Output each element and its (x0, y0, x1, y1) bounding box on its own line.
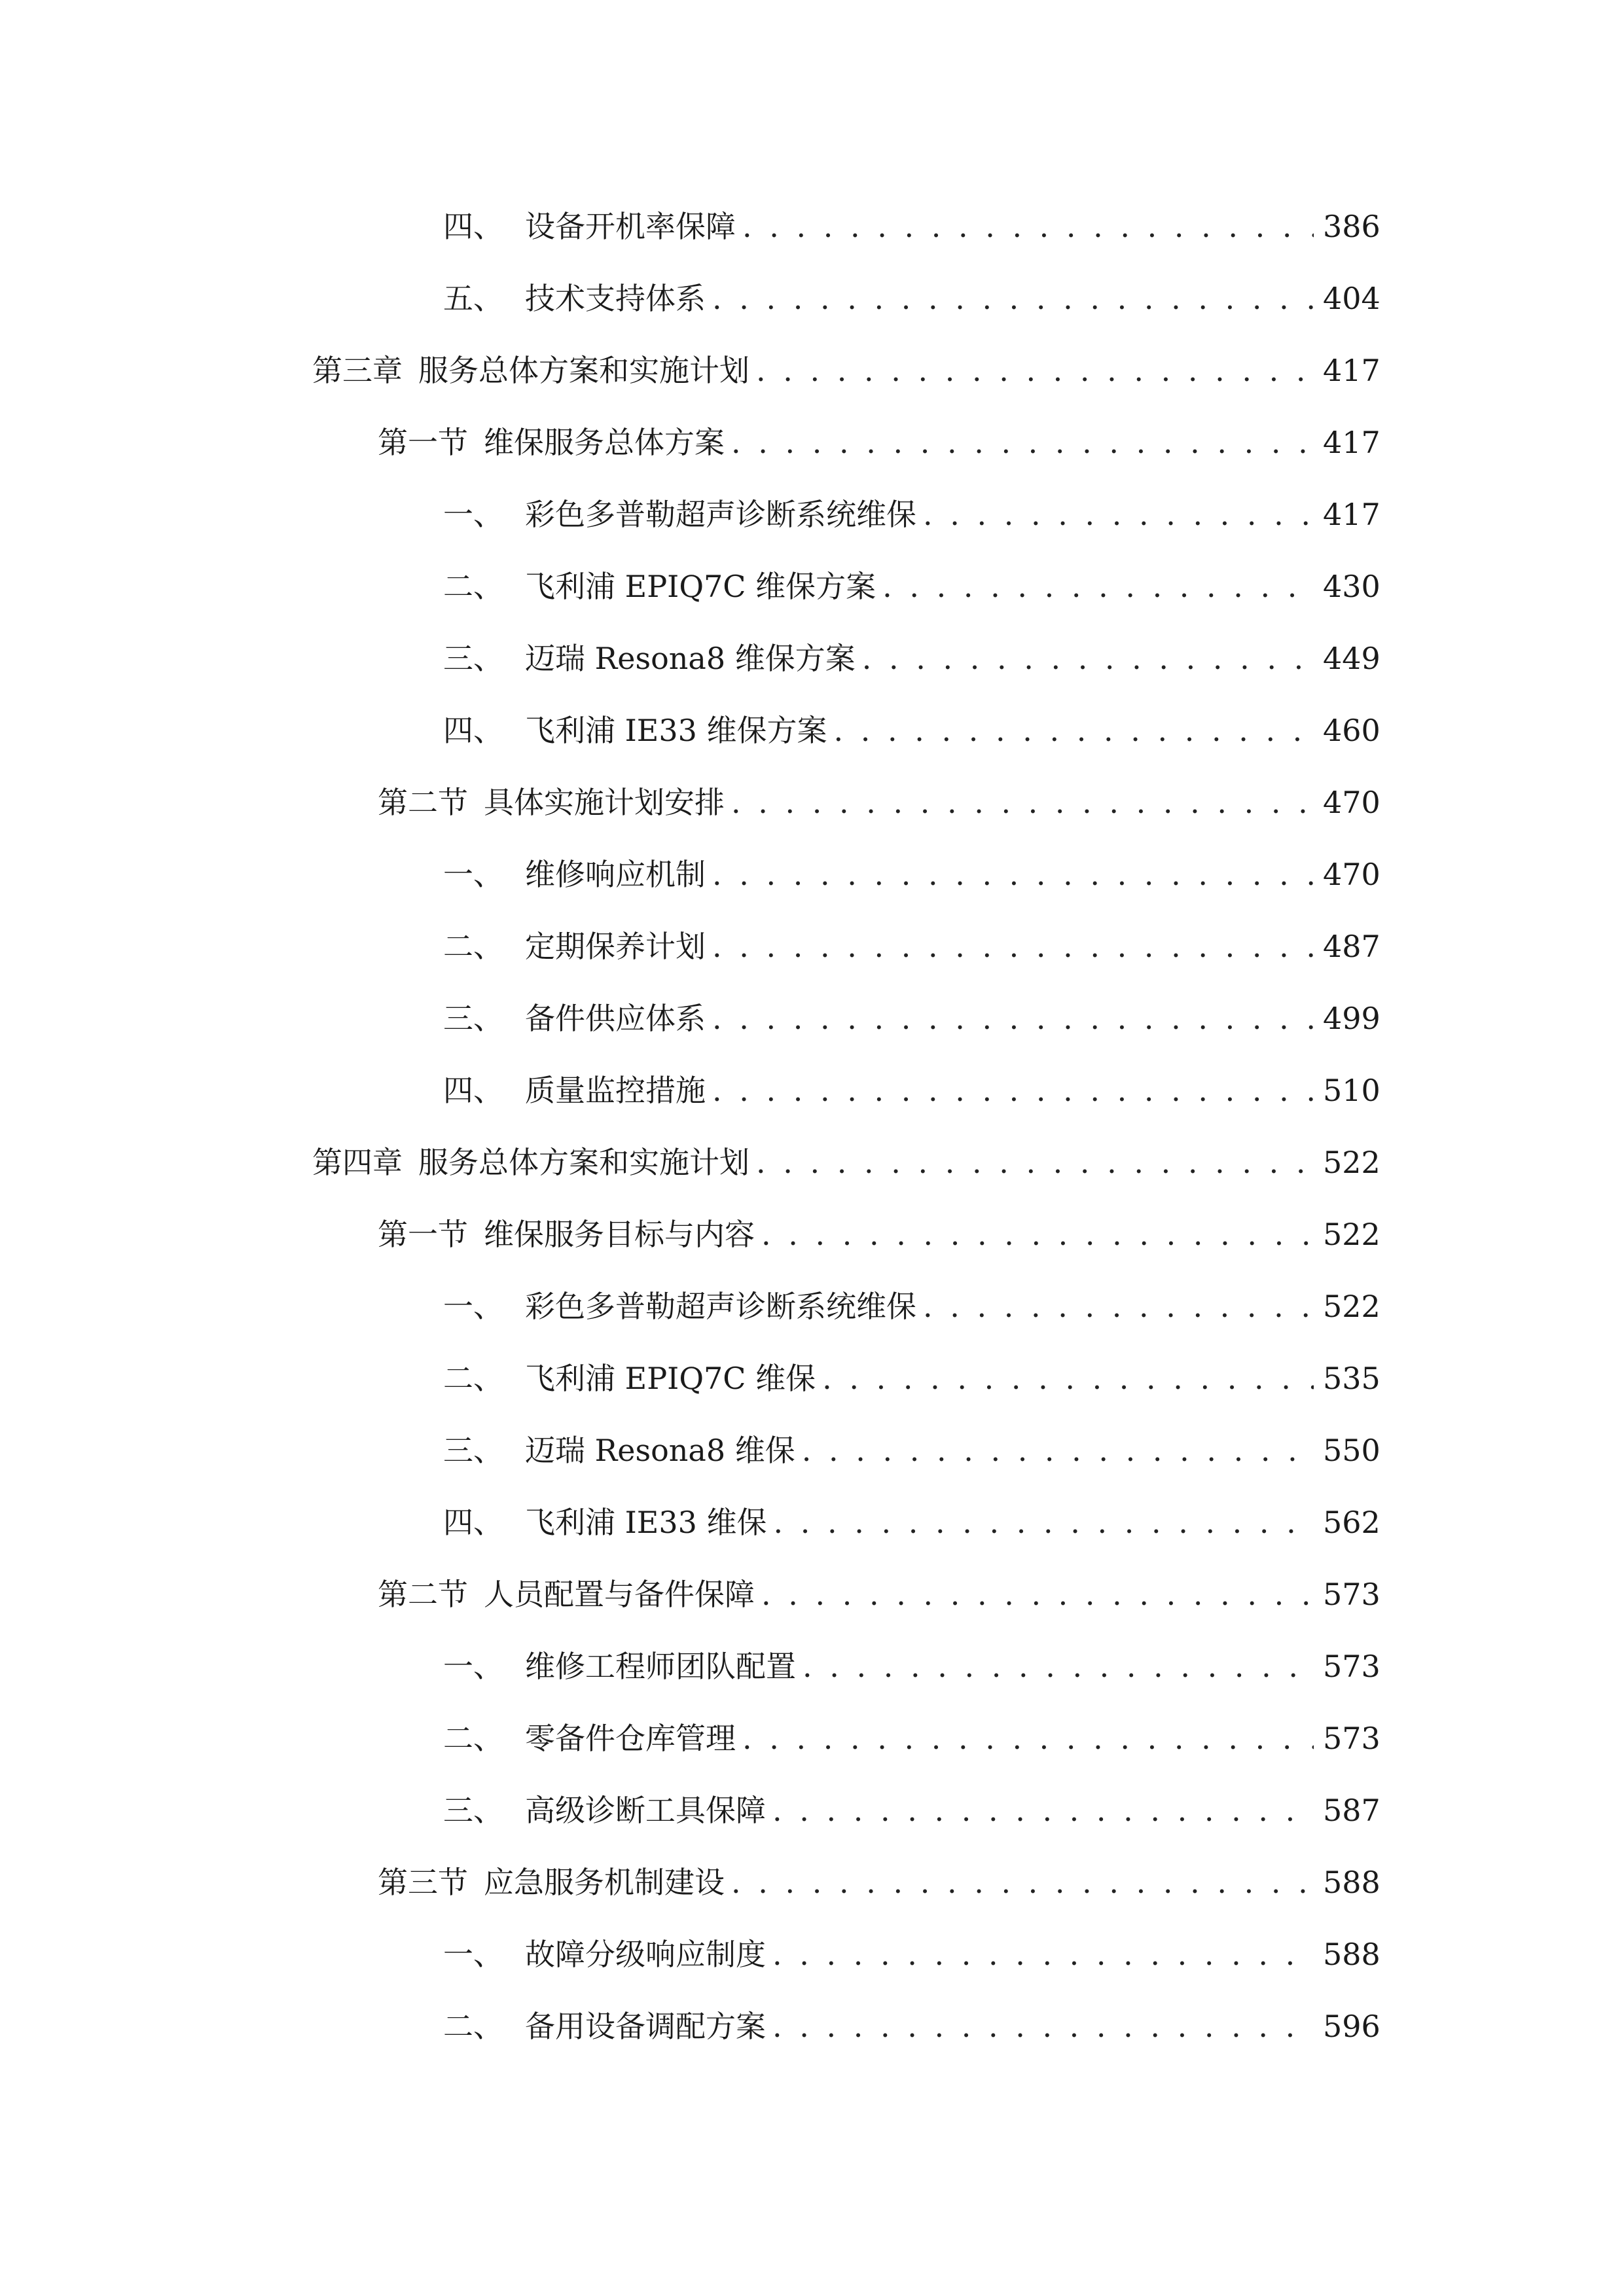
toc-entry-title: 设备开机率保障 (525, 209, 736, 244)
toc-page-number: 535 (1323, 1361, 1380, 1396)
toc-dot-leader (712, 1054, 1314, 1126)
toc-entry-label (443, 1702, 736, 1774)
toc-entry-label (443, 1486, 767, 1558)
toc-entry-number: 一、 (443, 857, 503, 892)
toc-page-number: 596 (1323, 2009, 1380, 2044)
toc-dot-leader (772, 1918, 1314, 1990)
toc-page-number: 573 (1323, 1649, 1380, 1684)
toc-entry-label (443, 1270, 916, 1342)
toc-entry-number: 第一节 (378, 1217, 468, 1252)
toc-entry-title: 定期保养计划 (525, 929, 706, 964)
toc-entry-label (443, 550, 876, 622)
toc-dot-leader (834, 694, 1314, 766)
toc-entry-label (443, 622, 856, 694)
toc-entry-label (443, 1054, 706, 1126)
toc-entry-label (443, 1918, 766, 1990)
toc-entry-label (378, 406, 725, 478)
toc-entry[interactable] (0, 190, 1624, 262)
toc-dot-leader (756, 334, 1314, 406)
toc-entry-label (443, 478, 916, 550)
toc-entry-label (443, 982, 706, 1054)
toc-page-number: 487 (1323, 929, 1380, 964)
toc-entry-label (378, 1846, 725, 1918)
toc-entry-title: 具体实施计划安排 (484, 785, 725, 820)
toc-entry-label (443, 1414, 795, 1486)
toc-page-number: 470 (1323, 785, 1380, 820)
toc-entry[interactable] (0, 262, 1624, 334)
toc-page-number: 588 (1323, 1937, 1380, 1972)
toc-entry-label (443, 694, 827, 766)
toc-entry-number: 一、 (443, 1289, 503, 1324)
toc-dot-leader (761, 1198, 1314, 1270)
toc-page-number: 449 (1323, 641, 1380, 676)
toc-entry-title: 技术支持体系 (525, 281, 706, 316)
toc-entry[interactable] (0, 766, 1624, 838)
toc-entry-number: 二、 (443, 1361, 503, 1396)
toc-entry-label (443, 910, 706, 982)
toc-dot-leader (772, 1774, 1314, 1846)
toc-entry[interactable] (0, 1630, 1624, 1702)
toc-entry-label (378, 766, 725, 838)
toc-dot-leader (862, 622, 1314, 694)
toc-entry-title: 彩色多普勒超声诊断系统维保 (525, 497, 916, 532)
toc-entry-title: 飞利浦 IE33 维保 (525, 1505, 767, 1540)
toc-entry[interactable] (0, 1702, 1624, 1774)
toc-entry[interactable] (0, 1774, 1624, 1846)
toc-page-number: 573 (1323, 1577, 1380, 1612)
toc-entry-title: 维保服务总体方案 (484, 425, 725, 460)
toc-entry-label (443, 1630, 796, 1702)
toc-entry[interactable] (0, 982, 1624, 1054)
toc-entry-number: 二、 (443, 569, 503, 604)
toc-page-number: 460 (1323, 713, 1380, 748)
toc-entry-title: 维保服务目标与内容 (484, 1217, 755, 1252)
toc-entry-number: 三、 (443, 1001, 503, 1036)
toc-entry-label (378, 1558, 755, 1630)
toc-page-number: 522 (1323, 1217, 1380, 1252)
toc-entry[interactable] (0, 1198, 1624, 1270)
toc-entry-label (312, 334, 749, 406)
toc-dot-leader (756, 1126, 1314, 1198)
toc-entry[interactable] (0, 1558, 1624, 1630)
table-of-contents (0, 190, 1624, 2062)
toc-page-number: 588 (1323, 1865, 1380, 1900)
toc-entry[interactable] (0, 838, 1624, 910)
toc-page-number: 573 (1323, 1721, 1380, 1756)
toc-page-number: 417 (1323, 497, 1380, 532)
toc-page-number: 417 (1323, 353, 1380, 388)
toc-dot-leader (731, 406, 1314, 478)
toc-dot-leader (822, 1342, 1314, 1414)
toc-entry[interactable] (0, 1342, 1624, 1414)
toc-entry-number: 三、 (443, 641, 503, 676)
toc-entry-number: 第三章 (312, 353, 403, 388)
toc-entry-title: 高级诊断工具保障 (525, 1793, 766, 1828)
toc-page-number: 510 (1323, 1073, 1380, 1108)
toc-entry-title: 应急服务机制建设 (484, 1865, 725, 1900)
toc-entry-title: 迈瑞 Resona8 维保 (525, 1433, 795, 1468)
toc-dot-leader (802, 1414, 1314, 1486)
toc-dot-leader (803, 1630, 1314, 1702)
toc-entry-title: 飞利浦 EPIQ7C 维保 (525, 1361, 816, 1396)
toc-page-number: 522 (1323, 1145, 1380, 1180)
toc-entry-label (312, 1126, 749, 1198)
toc-entry-title: 质量监控措施 (525, 1073, 706, 1108)
toc-entry-title: 备用设备调配方案 (525, 2009, 766, 2044)
toc-entry-number: 五、 (443, 281, 503, 316)
toc-entry[interactable] (0, 550, 1624, 622)
toc-entry-label (443, 1990, 766, 2062)
toc-entry-label (443, 1774, 766, 1846)
toc-entry-number: 二、 (443, 2009, 503, 2044)
toc-entry-label (443, 838, 706, 910)
toc-dot-leader (772, 1990, 1314, 2062)
toc-entry-title: 零备件仓库管理 (525, 1721, 736, 1756)
toc-entry[interactable] (0, 694, 1624, 766)
toc-entry[interactable] (0, 334, 1624, 406)
toc-page-number: 522 (1323, 1289, 1380, 1324)
toc-page-number: 470 (1323, 857, 1380, 892)
toc-entry-number: 二、 (443, 929, 503, 964)
toc-entry-title: 服务总体方案和实施计划 (418, 1145, 749, 1180)
toc-entry-number: 一、 (443, 1937, 503, 1972)
toc-entry-title: 飞利浦 EPIQ7C 维保方案 (525, 569, 876, 604)
toc-dot-leader (923, 478, 1314, 550)
toc-dot-leader (712, 262, 1314, 334)
toc-entry-title: 备件供应体系 (525, 1001, 706, 1036)
toc-entry-label (443, 262, 706, 334)
toc-dot-leader (742, 190, 1314, 262)
toc-entry[interactable] (0, 1846, 1624, 1918)
toc-entry[interactable] (0, 478, 1624, 550)
toc-entry-title: 维修响应机制 (525, 857, 706, 892)
toc-dot-leader (761, 1558, 1314, 1630)
toc-page-number: 550 (1323, 1433, 1380, 1468)
toc-entry-number: 三、 (443, 1793, 503, 1828)
toc-entry-label (378, 1198, 755, 1270)
toc-entry[interactable] (0, 1414, 1624, 1486)
toc-page-number: 386 (1323, 209, 1380, 244)
toc-entry-number: 四、 (443, 713, 503, 748)
toc-dot-leader (742, 1702, 1314, 1774)
toc-entry[interactable] (0, 1918, 1624, 1990)
toc-entry-number: 一、 (443, 1649, 503, 1684)
toc-entry[interactable] (0, 1270, 1624, 1342)
toc-page-number: 430 (1323, 569, 1380, 604)
toc-entry-title: 人员配置与备件保障 (484, 1577, 755, 1612)
toc-entry-title: 服务总体方案和实施计划 (418, 353, 749, 388)
toc-entry-number: 三、 (443, 1433, 503, 1468)
toc-entry-label (443, 1342, 816, 1414)
toc-entry[interactable] (0, 1486, 1624, 1558)
toc-entry-number: 第二节 (378, 1577, 468, 1612)
toc-entry-number: 第三节 (378, 1865, 468, 1900)
toc-entry-number: 四、 (443, 1073, 503, 1108)
toc-entry-title: 维修工程师团队配置 (525, 1649, 796, 1684)
toc-dot-leader (731, 1846, 1314, 1918)
toc-entry[interactable] (0, 622, 1624, 694)
toc-entry-label (443, 190, 736, 262)
toc-page-number: 562 (1323, 1505, 1380, 1540)
toc-page-number: 417 (1323, 425, 1380, 460)
toc-entry[interactable] (0, 910, 1624, 982)
toc-entry[interactable] (0, 1990, 1624, 2062)
toc-entry[interactable] (0, 406, 1624, 478)
toc-dot-leader (882, 550, 1314, 622)
toc-dot-leader (731, 766, 1314, 838)
toc-entry[interactable] (0, 1126, 1624, 1198)
toc-dot-leader (774, 1486, 1314, 1558)
toc-entry-number: 二、 (443, 1721, 503, 1756)
toc-page-number: 404 (1323, 281, 1380, 316)
toc-entry-number: 第一节 (378, 425, 468, 460)
toc-dot-leader (712, 982, 1314, 1054)
toc-dot-leader (712, 910, 1314, 982)
toc-page-number: 499 (1323, 1001, 1380, 1036)
toc-entry-title: 飞利浦 IE33 维保方案 (525, 713, 827, 748)
toc-dot-leader (923, 1270, 1314, 1342)
toc-entry-title: 迈瑞 Resona8 维保方案 (525, 641, 856, 676)
toc-entry-number: 第二节 (378, 785, 468, 820)
toc-entry-number: 第四章 (312, 1145, 403, 1180)
toc-dot-leader (712, 838, 1314, 910)
toc-entry-title: 彩色多普勒超声诊断系统维保 (525, 1289, 916, 1324)
toc-entry-title: 故障分级响应制度 (525, 1937, 766, 1972)
toc-entry-number: 四、 (443, 209, 503, 244)
toc-entry[interactable] (0, 1054, 1624, 1126)
toc-entry-number: 四、 (443, 1505, 503, 1540)
toc-entry-number: 一、 (443, 497, 503, 532)
toc-page-number: 587 (1323, 1793, 1380, 1828)
